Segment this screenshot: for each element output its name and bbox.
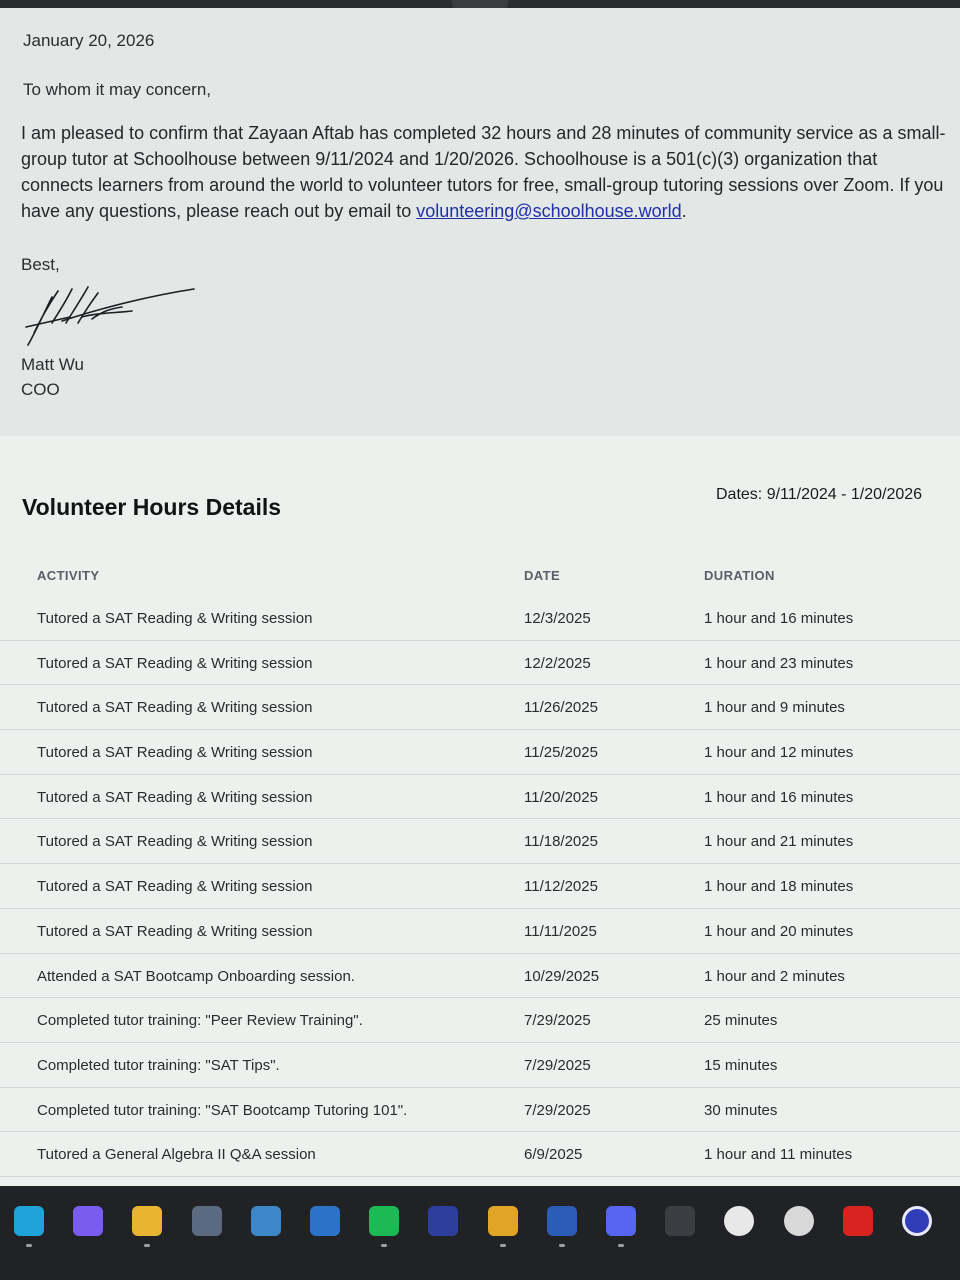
- signer-title: COO: [21, 380, 60, 399]
- table-row: [0, 819, 960, 864]
- edge-icon[interactable]: [14, 1206, 44, 1236]
- discord-icon[interactable]: [606, 1206, 636, 1236]
- date-cell: 12/2/2025: [524, 654, 591, 672]
- details-title: Volunteer Hours Details: [22, 494, 282, 520]
- date-cell: 11/25/2025: [524, 744, 598, 762]
- taskbar: [0, 1186, 960, 1280]
- letter-date: January 20, 2026: [23, 31, 155, 50]
- activity-cell: Tutored a SAT Reading & Writing session: [37, 744, 313, 762]
- spotify-icon[interactable]: [369, 1206, 399, 1236]
- activity-cell: Tutored a SAT Reading & Writing session: [37, 878, 313, 896]
- activity-cell: Tutored a SAT Reading & Writing session: [37, 699, 313, 717]
- running-indicator: [559, 1244, 565, 1247]
- activity-cell: Completed tutor training: "Peer Review Training".: [37, 1012, 363, 1030]
- date-cell: 11/12/2025: [524, 878, 598, 896]
- letter-body-text: I am pleased to confirm that Zayaan Aftab has completed 32 hours and 28 minutes of community service as a small-group tutor at Schoolhouse between 9/11/2024 and 1/20/2026. Schoolhouse is a 501(c)(3) organization that connects learners from around the world to volunteer tutors for free, small-group tutoring sessions over Zoom. If you have any questions, please reach out by email to: [21, 123, 946, 221]
- duration-cell: 1 hour and 18 minutes: [704, 878, 854, 896]
- email-link[interactable]: volunteering@schoolhouse.world: [416, 201, 682, 221]
- notepad-icon[interactable]: [251, 1206, 281, 1236]
- date-cell: 7/29/2025: [524, 1056, 591, 1074]
- word-icon[interactable]: [547, 1206, 577, 1236]
- duration-cell: 1 hour and 9 minutes: [704, 699, 845, 717]
- store-icon[interactable]: [192, 1206, 222, 1236]
- duration-cell: 25 minutes: [704, 1012, 778, 1030]
- file-explorer-icon[interactable]: [132, 1206, 162, 1236]
- column-header-duration: DURATION: [704, 568, 775, 583]
- signer-name: Matt Wu: [21, 355, 84, 374]
- column-header-activity: ACTIVITY: [37, 568, 100, 583]
- confirmation-letter: [0, 8, 960, 436]
- table-row: [0, 1088, 960, 1133]
- clock-icon[interactable]: [724, 1206, 754, 1236]
- activity-cell: Tutored a SAT Reading & Writing session: [37, 833, 313, 851]
- activity-cell: Tutored a General Algebra II Q&A session: [37, 1146, 316, 1164]
- date-cell: 7/29/2025: [524, 1101, 591, 1119]
- date-cell: 6/9/2025: [524, 1146, 583, 1164]
- running-indicator: [618, 1244, 624, 1247]
- table-row: [0, 641, 960, 686]
- activity-cell: Tutored a SAT Reading & Writing session: [37, 654, 313, 672]
- activity-cell: Tutored a SAT Reading & Writing session: [37, 788, 313, 806]
- date-cell: 7/29/2025: [524, 1012, 591, 1030]
- activity-cell: Completed tutor training: "SAT Tips".: [37, 1056, 280, 1074]
- table-row: [0, 730, 960, 775]
- hours-table: [0, 596, 960, 1177]
- column-header-date: DATE: [524, 568, 561, 583]
- table-row: [0, 775, 960, 820]
- activity-cell: Attended a SAT Bootcamp Onboarding session.: [37, 967, 355, 985]
- table-row: [0, 596, 960, 641]
- letter-body: [21, 120, 946, 224]
- date-cell: 11/11/2025: [524, 922, 597, 940]
- activity-cell: Tutored a SAT Reading & Writing session: [37, 610, 313, 627]
- cortana-icon[interactable]: [902, 1206, 932, 1236]
- date-cell: 11/18/2025: [524, 833, 598, 851]
- unity-icon[interactable]: [665, 1206, 695, 1236]
- duration-cell: 1 hour and 12 minutes: [704, 744, 854, 762]
- duration-cell: 1 hour and 23 minutes: [704, 654, 854, 672]
- date-cell: 11/20/2025: [524, 788, 598, 806]
- camera-notch: [452, 0, 508, 8]
- ia-app-icon[interactable]: [428, 1206, 458, 1236]
- table-row: [0, 685, 960, 730]
- duration-cell: 1 hour and 2 minutes: [704, 967, 845, 985]
- running-indicator: [500, 1244, 506, 1247]
- letter-greeting: To whom it may concern,: [23, 80, 212, 99]
- running-indicator: [144, 1244, 150, 1247]
- duration-cell: 1 hour and 16 minutes: [704, 610, 854, 627]
- running-indicator: [381, 1244, 387, 1247]
- duration-cell: 1 hour and 16 minutes: [704, 788, 854, 806]
- signature-image: [22, 283, 202, 353]
- duration-cell: 1 hour and 21 minutes: [704, 833, 854, 851]
- letter-closing: Best,: [21, 255, 60, 274]
- table-row: [0, 1132, 960, 1177]
- document-page: [0, 8, 960, 1186]
- acrobat-icon[interactable]: [843, 1206, 873, 1236]
- running-indicator: [26, 1244, 32, 1247]
- duration-cell: 1 hour and 11 minutes: [704, 1146, 853, 1164]
- activity-cell: Completed tutor training: "SAT Bootcamp Tutoring 101".: [37, 1101, 408, 1119]
- table-row: [0, 909, 960, 954]
- table-row: [0, 1043, 960, 1088]
- copilot-icon[interactable]: [73, 1206, 103, 1236]
- duration-cell: 30 minutes: [704, 1101, 778, 1119]
- chrome-icon[interactable]: [488, 1206, 518, 1236]
- activity-cell: Tutored a SAT Reading & Writing session: [37, 922, 313, 940]
- date-cell: 11/26/2025: [524, 699, 598, 717]
- date-cell: 10/29/2025: [524, 967, 600, 985]
- outlook-icon[interactable]: [310, 1206, 340, 1236]
- letter-body-end: .: [681, 201, 687, 221]
- table-row: [0, 864, 960, 909]
- yelp-icon[interactable]: [784, 1206, 814, 1236]
- table-row: [0, 954, 960, 999]
- table-row: [0, 998, 960, 1043]
- duration-cell: 15 minutes: [704, 1056, 778, 1074]
- date-range: Dates: 9/11/2024 - 1/20/2026: [716, 486, 923, 503]
- date-cell: 12/3/2025: [524, 610, 591, 627]
- duration-cell: 1 hour and 20 minutes: [704, 922, 854, 940]
